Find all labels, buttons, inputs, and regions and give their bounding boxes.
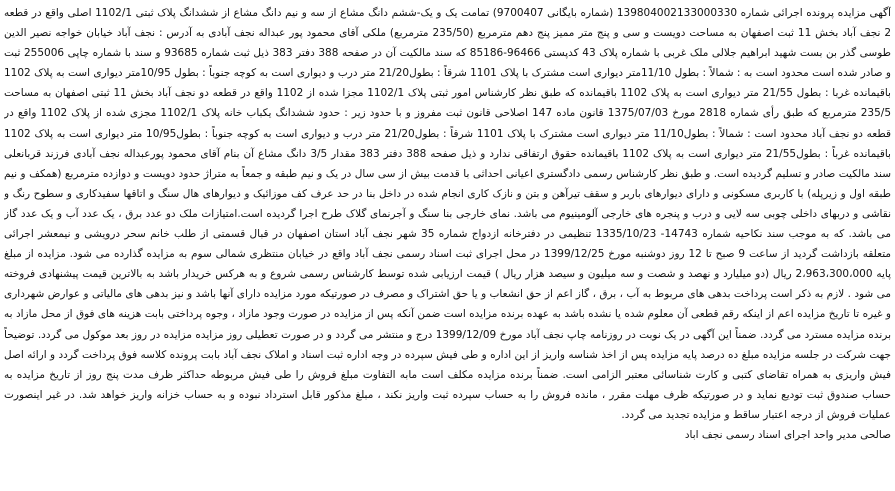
notice-signature: صالحی مدیر واحد اجرای اسناد رسمی نجف اباد: [684, 428, 891, 441]
auction-notice: [4, 3, 891, 489]
notice-body: آگهی مزایده پرونده اجرائی شماره 139804002133000330 (شماره بایگانی 9700407) تمامت یک و یک-ششم دانگ مشاع از سه و نیم دانگ مشاع از ششدانگ پلاک ثبتی 1102/1 اصلی واقع در قطعه 2 نجف آباد بخش 11 ثبت اصفهان به مساحت دویست و سی و پنج متر ممیز پنج دهم مترمربع (235/50 مترمربع) ملکی آقای محمود پور عبداله نجف آبادی به آدرس : نجف آباد خیابان خواجه نصیر الدین طوسی گذر بن بست شهید ابراهیم جلالی ملک غربی با شماره پلاک 43 کدپستی 96466-85186 که سند مالکیت آن در صفحه 388 دفتر 383 ذیل ثبت شماره 93685 و سند با شماره چاپی 255006 ثبت و صادر شده است محدود است به : شمالاً : بطول 11/10متر دیواری است مشترک با پلاک 1101 شرقاً : بطول21/20 متر درب و دیواری است به کوچه جنوباً : بطول 10/95متر دیواری است به پلاک 1102 باقیمانده غربا : بطول 21/55 متر دیواری است به پلاک 1102 باقیمانده که طبق نظر کارشناس امور ثبتی پلاک 1102/1 مجزا شده از 1102 واقع در قطعه دو نجف آباد بخش 11 ثبتی اصفهان به مساحت 235/5 مترمربع که طبق رأی شماره 2818 مورخ 1375/07/03 قانون ماده 147 اصلاحی قانون ثبت مفروز و با حدود زیر : حدود ششدانگ یکباب خانه پلاک 1102/1 مجزی شده از پلاک 1102 واقع در قطعه دو نجف آباد محدود است : شمالاً : بطول11/10 متر دیواری است مشترک با پلاک 1101 شرقاً : بطول21/20 متر درب و دیواری است به کوچه جنوباً : بطول10/95 متر دیواری است به پلاک 1102 باقیمانده غرباً : بطول21/55 متر دیواری است به پلاک 1102 باقیمانده حقوق ارتفاقی ندارد و ذیل صفحه 388 دفتر 383 مقدار 3/5 دانگ مشاع آن بنام آقای محمود پورعبداله نجف آبادی فرزند قربانعلی سند مالکیت صادر و تسلیم گردیده است. و طبق نظر کارشناس رسمی دادگستری اعیانی احداثی با قدمت بیش از سی سال در یک و نیم طبقه و جمعاً به متراژ حدود دویست و دوازده مترمربع (همکف و نیم طبقه اول و زیرپله) با کاربری مسکونی و دارای دیوارهای باربر و سقف تیرآهن و بتن و نازک کاری انجام شده در داخل بنا در حد عرف کف موزائیک و دیوارهای هال سنگ و اتاقها سفیدکاری و سطوح رنگ و نقاشی و دربهای داخلی چوبی سه لایی و درب و پنجره های خارجی آلومینیوم می باشد. نمای خارجی بنا سنگ و آجرنمای گلاک طرح اجرا گردیده است.امتیازات ملک دو عدد برق ، یک عدد آب و یک عدد گاز می باشد. که به موجب سند نکاحیه شماره 14743- 1335/10/23 تنظیمی در دفترخانه ازدواج شماره 35 شهر نجف آباد استان اصفهان در قبال قسمتی از طلب خانم سحر درویشی و نیمعشر اجرائی متعلقه بازداشت گردید از ساعت 9 صبح تا 12 روز دوشنبه مورخ 1399/12/25 در محل اجرای ثبت اسناد رسمی نجف آباد واقع در خیابان منتظری شمالی سوم به مزایده گذارده می شود. مزایده از مبلغ پایه 2،963،300،000 ریال (دو میلیارد و نهصد و شصت و سه میلیون و سیصد هزار ریال ) قیمت ارزیابی شده توسط کارشناس رسمی شروع و به هرکس خریدار باشد به بالاترین قیمت پیشنهادی فروخته می شود . لازم به ذکر است پرداخت بدهی های مربوط به آب ، برق ، گاز اعم از حق انشعاب و یا حق اشتراک و مصرف در صورتیکه مورد مزایده دارای آنها باشد و نیز بدهی های مالیاتی و عوارض شهرداری و غیره تا تاریخ مزایده اعم از اینکه رقم قطعی آن معلوم شده یا نشده باشد به عهده برنده مزایده است ضمن آنکه پس از مزایده در صورت وجود مازاد ، وجوه پرداختی بابت هزینه های فوق از محل مازاد به برنده مزایده مسترد می گردد. ضمناً این آگهی در یک نوبت در روزنامه چاپ نجف آباد مورخ 1399/12/09 درج و منتشر می گردد و در صورت تعطیلی روز مزایده مزایده در روز بعد موکول می گردد. توضیحاً جهت شرکت در جلسه مزایده مبلغ ده درصد پایه مزایده پس از اخذ شناسه واریز از این اداره و طی فیش سپرده در وجه اداره ثبت اسناد و املاک نجف آباد بابت پرونده کلاسه فوق پرداخت گردد و ارائه اصل فیش واریزی به همراه تقاضای کتبی و کارت شناسائی معتبر الزامی است. ضمناً برنده مزایده مکلف است مابه التفاوت مبلغ فروش را طی فیش مربوطه حداکثر ظرف مدت پنج روز از تاریخ مزایده به حساب صندوق ثبت تودیع نماید و در صورتیکه ظرف مهلت مقرر ، مانده فروش را به حساب سپرده ثبت واریز نکند ، مبلغ مذکور قابل استرداد نبوده و به حساب خزانه واریز خواهد شد. در غیر اینصورت عملیات فروش از درجه اعتبار ساقط و مزایده تجدید می گردد.: [4, 7, 891, 421]
